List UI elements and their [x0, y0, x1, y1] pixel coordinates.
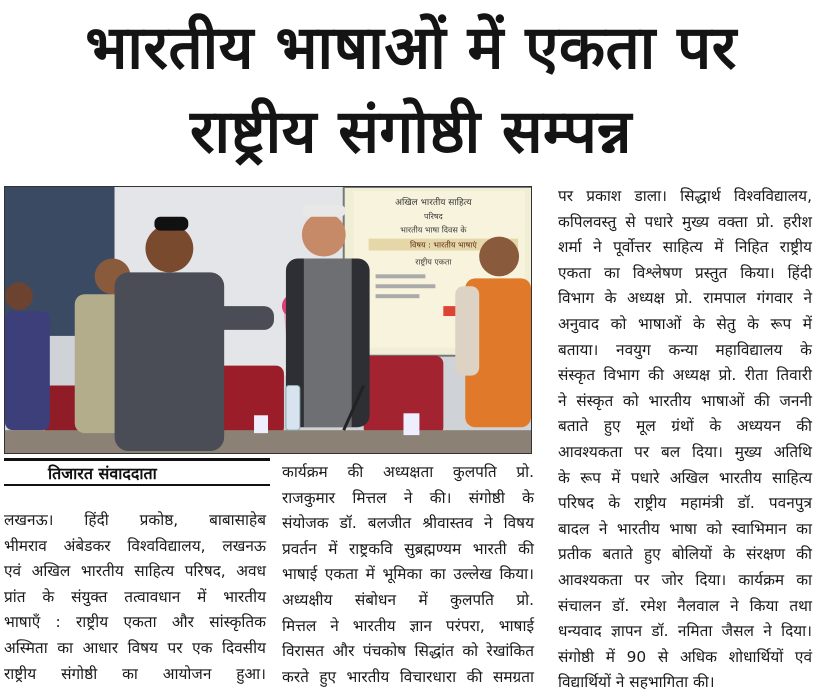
headline-line-2-text: राष्ट्रीय संगोष्ठी सम्पन्न: [190, 97, 632, 167]
text-line: के रूप में पधारे अखिल भारतीय साहित्य: [558, 468, 812, 487]
banner-line-5: राष्ट्रीय एकता: [415, 257, 452, 267]
article-column-3: [558, 184, 812, 696]
headline-line-1-text: भारतीय भाषाओं में एकता पर: [85, 13, 737, 83]
text-line: अनुवाद को भाषाओं के सेतु के रूप में: [558, 314, 812, 333]
text-line: विरासत और पंचकोष सिद्धांत को रेखांकित: [282, 642, 534, 661]
text-line: संचालन डॉ. रमेश नैलवाल ने किया तथा: [558, 596, 812, 615]
byline-box: [4, 458, 270, 486]
text-line: प्रतीक बताते हुए बोलियों के संरक्षण की: [558, 545, 812, 564]
text-line: आवश्यकता पर बल दिया। मुख्य अतिथि: [558, 442, 812, 461]
banner-line-3: भारतीय भाषा दिवस के: [400, 225, 467, 235]
text-line: परिषद के राष्ट्रीय महामंत्री डॉ. पवनपुत्र: [558, 494, 812, 513]
text-line: पर प्रकाश डाला। सिद्धार्थ विश्वविद्यालय,: [558, 187, 812, 205]
text-line: प्रांत के संयुक्त तत्वावधान में भारतीय: [4, 587, 266, 606]
text-line: भाषाई एकता में भूमिका का उल्लेख किया।: [282, 565, 534, 584]
text-line: प्रवर्तन में राष्ट्रकवि सुब्रह्मण्यम भारती की: [282, 539, 534, 558]
text-line: बताया। नवयुग कन्या महाविद्यालय के: [558, 340, 812, 359]
text-line: आवश्यकता पर जोर दिया। कार्यक्रम का: [558, 570, 812, 589]
text-line: एवं अखिल भारतीय साहित्य परिषद, अवध: [4, 562, 266, 581]
text-line: करते हुए भारतीय विचारधारा की समग्रता: [282, 667, 534, 686]
event-photo-illustration: [5, 187, 531, 453]
headline-line-1: [0, 6, 822, 90]
text-line: बताते हुए मूल ग्रंथों के अध्ययन की: [558, 417, 812, 436]
text-line: राजकुमार मित्तल ने की। संगोष्ठी के: [282, 488, 534, 507]
text-line: ने संस्कृत को भारतीय भाषाओं की जननी: [558, 391, 812, 410]
news-photo: [4, 186, 532, 454]
banner-line-4: विषय : भारतीय भाषाएं: [409, 240, 477, 250]
text-line: शर्मा ने पूर्वोत्तर साहित्य में निहित राष्ट्रीय: [558, 238, 812, 257]
text-line: भाषाएँ : राष्ट्रीय एकता और सांस्कृतिक: [4, 613, 266, 632]
text-line: विद्यार्थियों ने सहभागिता की।: [558, 673, 715, 692]
article-column-2: [282, 460, 534, 690]
text-line: लखनऊ। हिंदी प्रकोष्ठ, बाबासाहेब: [4, 511, 266, 529]
text-line: संयोजक डॉ. बलजीत श्रीवास्तव ने विषय: [282, 514, 534, 533]
banner-line-1: अखिल भारतीय साहित्य: [395, 197, 472, 208]
text-line: अध्यक्षीय संबोधन में कुलपति प्रो.: [282, 590, 534, 609]
text-line: राष्ट्रीय संगोष्ठी का आयोजन हुआ।: [4, 664, 266, 683]
text-line: एकता का विश्लेषण प्रस्तुत किया। हिंदी: [558, 263, 812, 282]
article-column-1: [4, 508, 266, 687]
text-line: कपिलवस्तु से पधारे मुख्य वक्ता प्रो. हरीश: [558, 212, 812, 231]
headline-line-2: [0, 90, 822, 174]
text-line: कार्यक्रम की अध्यक्षता कुलपति प्रो.: [282, 463, 534, 481]
banner-line-2: परिषद: [424, 211, 443, 221]
text-line: विभाग के अध्यक्ष प्रो. रामपाल गंगवार ने: [558, 289, 812, 308]
text-line: बादल ने भारतीय भाषा को स्वाभिमान का: [558, 519, 812, 538]
text-line: मित्तल ने भारतीय ज्ञान परंपरा, भाषाई: [282, 616, 534, 635]
text-line: अस्मिता का आधार विषय पर एक दिवसीय: [4, 638, 266, 657]
byline: तिजारत संवाददाता: [48, 463, 157, 483]
text-line: भीमराव अंबेडकर विश्वविद्यालय, लखनऊ: [4, 536, 266, 555]
text-line: संस्कृत विभाग की अध्यक्ष प्रो. रीता तिवारी: [558, 366, 812, 385]
text-line: संगोष्ठी में 90 से अधिक शोधार्थियों एवं: [558, 647, 812, 666]
text-line: धन्यवाद ज्ञापन डॉ. नमिता जैसल ने दिया।: [558, 622, 812, 641]
